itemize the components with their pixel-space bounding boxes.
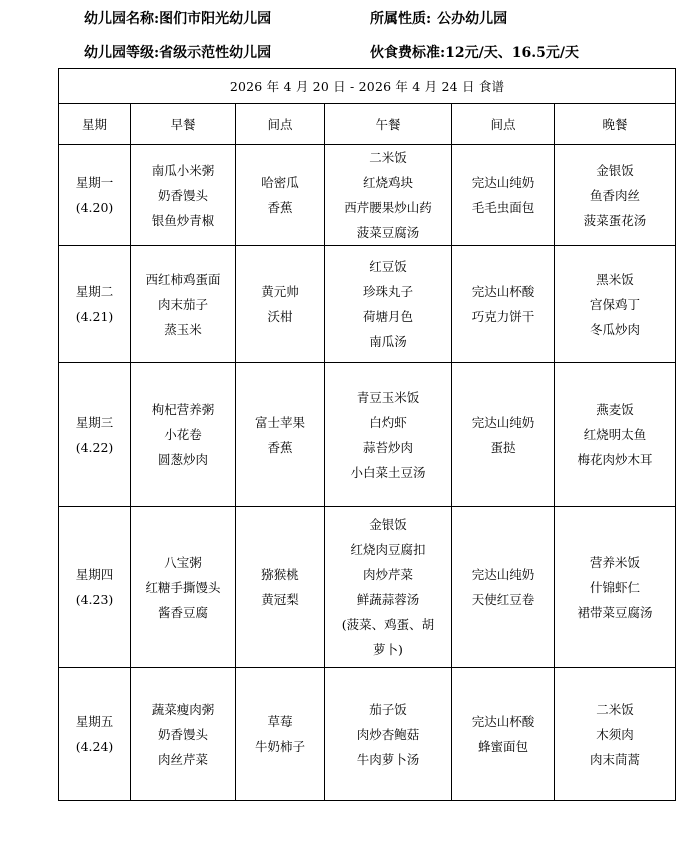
- kindergarten-name: 幼儿园名称:图们市阳光幼儿园: [84, 11, 272, 27]
- dish-item: 完达山纯奶: [471, 567, 535, 582]
- dish-item: 白灼虾: [369, 414, 407, 430]
- snack-1-cell: [236, 507, 325, 668]
- lunch-cell: [325, 246, 452, 363]
- dish-item: 黑米饭: [596, 271, 634, 287]
- dish-item: 沃柑: [267, 309, 293, 324]
- dinner-cell: [555, 507, 676, 668]
- dish-item: 蜂蜜面包: [477, 739, 528, 754]
- date-label: (4.20): [75, 200, 114, 215]
- dish-item: 八宝粥: [164, 554, 202, 570]
- date-label: (4.21): [75, 309, 114, 324]
- dish-item: 肉炒杏鲍菇: [356, 726, 420, 742]
- header-weekday: 星期: [59, 104, 131, 145]
- dish-item: 西芹腰果炒山药: [344, 200, 432, 215]
- dish-item: 天使红豆卷: [471, 592, 535, 607]
- dish-item: 菠菜豆腐汤: [356, 225, 420, 240]
- dish-item: 红糖手撕馒头: [145, 579, 221, 595]
- dish-item: 黄冠梨: [261, 592, 299, 607]
- dish-item: 小白菜土豆汤: [350, 464, 426, 480]
- dish-item: 荷塘月色: [362, 309, 413, 324]
- table-row: [59, 363, 676, 507]
- snack-2-cell: [452, 145, 555, 246]
- snack-1-cell: [236, 668, 325, 801]
- snack-1-cell: [236, 246, 325, 363]
- dinner-cell: [555, 363, 676, 507]
- dish-item: 冬瓜炒肉: [590, 321, 641, 337]
- dish-item: 毛毛虫面包: [471, 200, 535, 215]
- dish-item: 牛奶柿子: [254, 739, 305, 754]
- date-label: (4.22): [75, 439, 114, 455]
- dish-item: 银鱼炒青椒: [151, 212, 215, 228]
- date-label: (4.23): [75, 592, 114, 607]
- dish-item: 菠菜蛋花汤: [583, 212, 647, 228]
- dish-item: 肉丝芹菜: [157, 751, 208, 767]
- dish-item: 肉末茄子: [157, 296, 208, 312]
- dish-item: 二米饭: [596, 701, 634, 717]
- dish-item: 裙带菜豆腐汤: [577, 604, 653, 620]
- dish-item: 黄元帅: [261, 284, 299, 299]
- table-row: [59, 145, 676, 246]
- dish-item: 猕猴桃: [261, 567, 299, 582]
- dish-item: 蔬菜瘦肉粥: [151, 701, 215, 717]
- dish-item: 蛋挞: [490, 439, 516, 455]
- header-snack-1: 间点: [236, 104, 325, 145]
- weekday-cell: [59, 507, 131, 668]
- header-lunch: 午餐: [325, 104, 452, 145]
- dish-item: 什锦虾仁: [590, 579, 641, 595]
- dish-item: 肉末茼蒿: [590, 751, 641, 767]
- dish-item: 青豆玉米饭: [356, 389, 420, 405]
- menu-body: [59, 145, 676, 801]
- dish-item: 红烧肉豆腐扣: [350, 542, 426, 557]
- dish-item: 巧克力饼干: [471, 309, 535, 324]
- breakfast-cell: [131, 668, 236, 801]
- dish-item: 草莓: [267, 714, 293, 729]
- lunch-cell: [325, 363, 452, 507]
- snack-2-cell: [452, 363, 555, 507]
- weekday-label: 星期三: [75, 414, 114, 430]
- header-breakfast: 早餐: [131, 104, 236, 145]
- snack-2-cell: [452, 668, 555, 801]
- dish-item: 金银饭: [596, 162, 634, 178]
- weekday-cell: [59, 363, 131, 507]
- lunch-cell: [325, 507, 452, 668]
- dish-item: 枸杞营养粥: [151, 402, 215, 417]
- dish-item: 西红柿鸡蛋面: [145, 271, 221, 287]
- dish-item: (菠菜、鸡蛋、胡: [341, 617, 435, 632]
- dish-item: 南瓜汤: [369, 334, 407, 349]
- dish-item: 萝卜): [373, 642, 403, 657]
- dish-item: 鱼香肉丝: [590, 187, 641, 203]
- dish-item: 牛肉萝卜汤: [356, 751, 420, 767]
- breakfast-cell: [131, 246, 236, 363]
- dish-item: 圆葱炒肉: [157, 452, 208, 467]
- dish-item: 完达山杯酸: [471, 714, 535, 729]
- dish-item: 蒸玉米: [164, 321, 202, 337]
- dish-item: 燕麦饭: [596, 402, 634, 417]
- snack-2-cell: [452, 507, 555, 668]
- dish-item: 奶香馒头: [157, 187, 208, 203]
- dish-item: 营养米饭: [590, 554, 641, 570]
- dish-item: 香蕉: [267, 439, 293, 455]
- header-row: [59, 104, 676, 145]
- dish-item: 金银饭: [369, 517, 407, 532]
- lunch-cell: [325, 668, 452, 801]
- weekday-label: 星期一: [75, 175, 114, 190]
- dish-item: 肉炒芹菜: [362, 567, 413, 582]
- breakfast-cell: [131, 507, 236, 668]
- dinner-cell: [555, 246, 676, 363]
- dish-item: 富士苹果: [254, 414, 305, 430]
- dish-item: 红烧鸡块: [362, 175, 413, 190]
- breakfast-cell: [131, 145, 236, 246]
- snack-1-cell: [236, 363, 325, 507]
- dish-item: 木须肉: [596, 726, 634, 742]
- dish-item: 小花卷: [164, 427, 202, 442]
- dish-item: 完达山纯奶: [471, 414, 535, 430]
- dish-item: 南瓜小米粥: [151, 162, 215, 178]
- info-row-2: [0, 42, 700, 64]
- header-snack-2: 间点: [452, 104, 555, 145]
- dish-item: 红豆饭: [369, 259, 407, 274]
- dish-item: 二米饭: [369, 150, 407, 165]
- breakfast-cell: [131, 363, 236, 507]
- dish-item: 宫保鸡丁: [590, 296, 641, 312]
- dish-item: 茄子饭: [369, 701, 407, 717]
- dish-item: 香蕉: [267, 200, 293, 215]
- dish-item: 梅花肉炒木耳: [577, 452, 653, 467]
- meal-fee-standard: 伙食费标准:12元/天、16.5元/天: [370, 45, 579, 61]
- weekday-cell: [59, 145, 131, 246]
- weekday-cell: [59, 668, 131, 801]
- dish-item: 酱香豆腐: [157, 604, 208, 620]
- dish-item: 完达山杯酸: [471, 284, 535, 299]
- snack-1-cell: [236, 145, 325, 246]
- kindergarten-level: 幼儿园等级:省级示范性幼儿园: [84, 45, 272, 61]
- weekday-label: 星期二: [75, 284, 114, 299]
- menu-table: [58, 68, 676, 801]
- dish-item: 鲜蔬蒜蓉汤: [356, 592, 420, 607]
- kindergarten-nature: 所属性质: 公办幼儿园: [370, 11, 508, 27]
- table-row: [59, 246, 676, 363]
- dish-item: 奶香馒头: [157, 726, 208, 742]
- lunch-cell: [325, 145, 452, 246]
- header-dinner: 晚餐: [555, 104, 676, 145]
- dish-item: 红烧明太鱼: [583, 427, 647, 442]
- info-row-1: [0, 8, 700, 30]
- menu-title-row: [59, 69, 676, 104]
- table-row: [59, 668, 676, 801]
- table-row: [59, 507, 676, 668]
- weekday-label: 星期五: [75, 714, 114, 729]
- weekday-label: 星期四: [75, 567, 114, 582]
- dish-item: 完达山纯奶: [471, 175, 535, 190]
- dish-item: 哈密瓜: [261, 175, 299, 190]
- snack-2-cell: [452, 246, 555, 363]
- menu-title: 2026 年 4 月 20 日 - 2026 年 4 月 24 日 食谱: [59, 69, 676, 104]
- date-label: (4.24): [75, 739, 114, 754]
- dinner-cell: [555, 668, 676, 801]
- weekday-cell: [59, 246, 131, 363]
- dish-item: 珍珠丸子: [362, 284, 413, 299]
- dinner-cell: [555, 145, 676, 246]
- dish-item: 蒜苔炒肉: [362, 439, 413, 455]
